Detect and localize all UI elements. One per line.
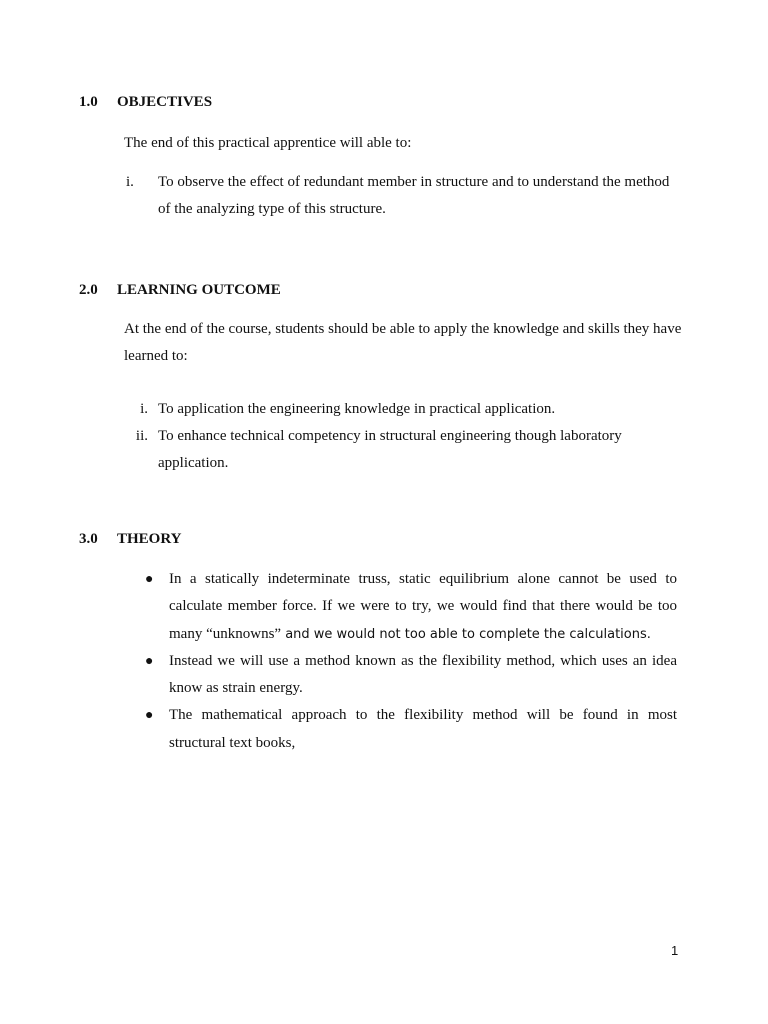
list-item: [124, 396, 680, 423]
learning-outcome-list: [124, 396, 680, 477]
bullet-text: Instead we will use a method known as the flexibility method, which uses an idea know as strain energy.: [169, 652, 677, 697]
bullet-icon: ●: [145, 653, 154, 669]
section-title: LEARNING OUTCOME: [117, 282, 281, 298]
bullet-icon: ●: [145, 708, 154, 724]
list-item-text: To observe the effect of redundant member in structure and to understand the method of the analyzing type of this structure.: [158, 174, 670, 217]
section-number: 3.0: [79, 531, 98, 547]
theory-bullets: [145, 566, 677, 757]
section-title: OBJECTIVES: [117, 94, 213, 110]
list-marker: i.: [126, 174, 134, 190]
section-number: 2.0: [79, 282, 98, 298]
list-item: [124, 169, 680, 223]
bullet-text-tail: and we would not too able to complete the calculations.: [281, 626, 651, 642]
list-marker: ii.: [135, 428, 148, 444]
list-item-text: To application the engineering knowledge in practical application.: [158, 401, 556, 417]
bullet-item: [145, 702, 677, 757]
section-number: 1.0: [79, 94, 98, 110]
bullet-icon: ●: [145, 572, 154, 587]
list-marker: i.: [140, 401, 148, 417]
learning-outcome-intro: At the end of the course, students should be able to apply the knowledge and skills they have learned to:: [124, 321, 682, 364]
bullet-item: [145, 566, 677, 648]
section-heading-objectives: [79, 92, 212, 112]
objectives-list: [124, 169, 680, 223]
bullet-text: In a statically indeterminate truss, static equilibrium alone cannot be used to calculate member force. If we were to try, we would find that there would be too many “unknowns”: [169, 571, 677, 642]
objectives-intro: The end of this practical apprentice will able to:: [124, 135, 412, 151]
bullet-text: The mathematical approach to the flexibility method will be found in most structural text books,: [169, 707, 677, 751]
section-heading-theory: [79, 529, 181, 549]
list-item-text: To enhance technical competency in structural engineering though laboratory application.: [158, 428, 622, 471]
page-number: 1: [671, 943, 679, 958]
section-heading-learning-outcome: [79, 280, 281, 300]
section-title: THEORY: [117, 531, 182, 547]
list-item: [124, 423, 680, 477]
bullet-item: [145, 648, 677, 703]
